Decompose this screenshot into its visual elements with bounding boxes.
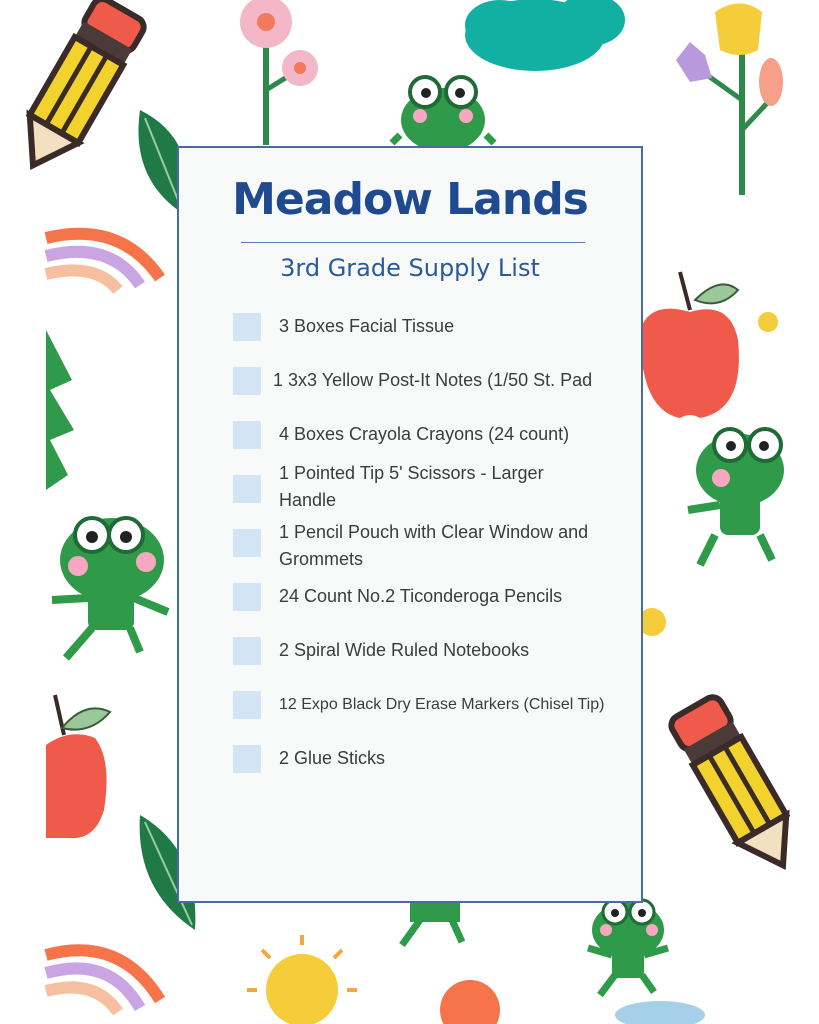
item-checkbox[interactable] [233,691,261,719]
flower-icon [758,312,778,332]
item-label: 4 Boxes Crayola Crayons (24 count) [279,424,570,444]
item-label: 1 3x3 Yellow Post-It Notes (1/50 St. Pad [273,370,593,390]
fern-icon [46,330,74,490]
rainbow-icon [46,950,160,1012]
item-label: 3 Boxes Facial Tissue [279,316,455,336]
item-checkbox[interactable] [233,637,261,665]
item-checkbox[interactable] [233,529,261,557]
cloud-icon [465,0,625,71]
sun-icon [247,935,357,1024]
item-checkbox[interactable] [233,583,261,611]
item-label: 24 Count No.2 Ticonderoga Pencils [279,586,563,606]
frog-icon [52,518,168,658]
list-item [233,745,633,799]
flower-icon [240,0,318,145]
list-item [233,583,633,637]
list-item [233,367,633,421]
list-item [233,637,633,691]
list-item [233,313,633,367]
frog-icon [688,429,784,565]
title-divider [241,242,585,243]
list-subtitle: 3rd Grade Supply List [280,254,540,282]
school-title: Meadow Lands [232,174,588,225]
item-label: 12 Expo Black Dry Erase Markers (Chisel Tip) [279,696,605,713]
apple-icon [46,695,110,838]
item-checkbox[interactable] [233,475,261,503]
list-item [233,691,633,745]
rainbow-icon [46,234,160,290]
frog-icon [392,77,494,152]
apple-icon [640,272,739,418]
frog-icon [588,900,668,995]
item-label: 1 Pointed Tip 5' Scissors - Larger Handle [279,463,544,510]
item-label: 2 Glue Sticks [279,748,386,768]
item-checkbox[interactable] [233,367,261,395]
item-label: 2 Spiral Wide Ruled Notebooks [279,640,530,660]
tulip-icon [676,4,783,196]
item-checkbox[interactable] [233,745,261,773]
frog-icon [402,900,462,945]
item-checkbox[interactable] [233,313,261,341]
item-label: 1 Pencil Pouch with Clear Window and Grommets [279,522,589,569]
supply-list-card [177,146,643,903]
cloud-icon [615,1001,705,1024]
list-item [233,522,633,583]
item-checkbox[interactable] [233,421,261,449]
flower-icon [440,980,500,1024]
